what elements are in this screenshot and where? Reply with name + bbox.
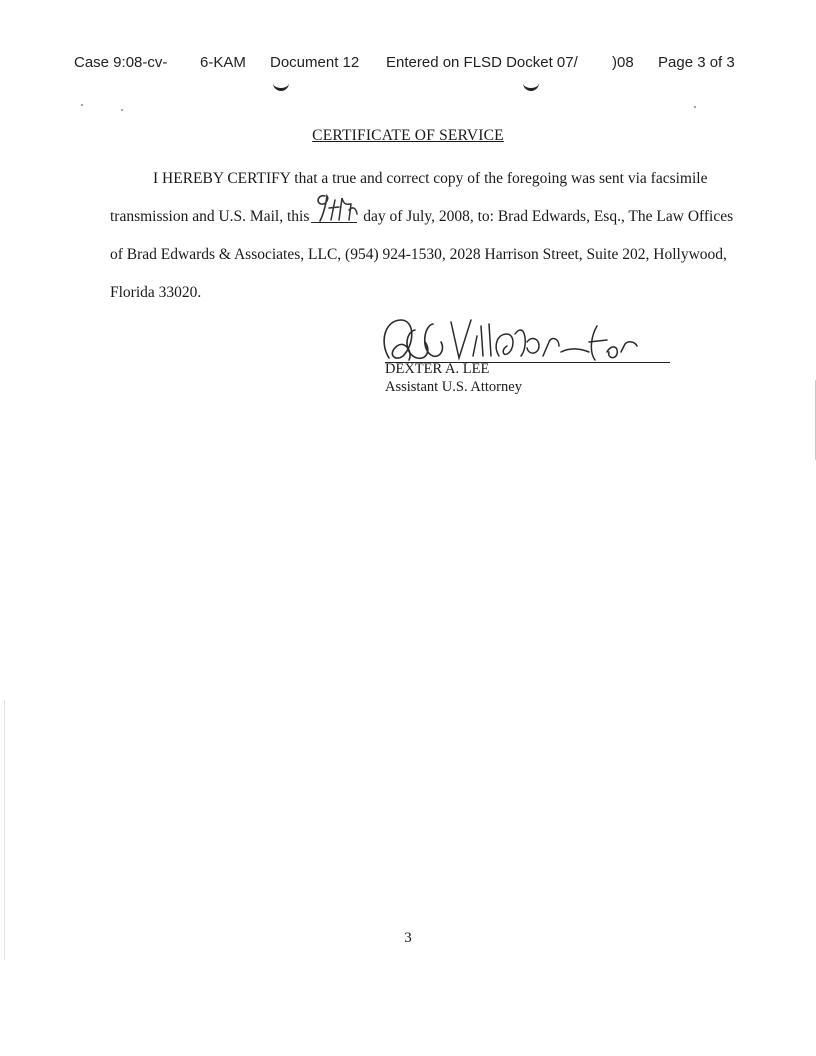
docket-entry: Entered on FLSD Docket 07/ xyxy=(386,54,578,71)
certificate-line-2-end: day of July, 2008, to: Brad Edwards, Esq., The Law Offices xyxy=(363,208,734,225)
scan-speck xyxy=(121,109,123,111)
signer-name: DEXTER A. LEE xyxy=(385,361,490,377)
day-blank xyxy=(311,206,357,223)
case-suffix: 6-KAM xyxy=(200,54,246,71)
certificate-title: CERTIFICATE OF SERVICE xyxy=(312,127,504,144)
handwritten-day xyxy=(311,190,361,226)
scan-speck xyxy=(694,106,696,108)
certificate-line-2-start: transmission and U.S. Mail, this xyxy=(110,208,310,225)
case-number: Case 9:08-cv- xyxy=(74,54,168,71)
stamp-mark-left xyxy=(273,82,289,91)
signer-title: Assistant U.S. Attorney xyxy=(385,379,522,395)
scan-speck xyxy=(81,104,83,106)
page-number: 3 xyxy=(404,930,412,946)
certificate-line-4: Florida 33020. xyxy=(110,284,202,301)
certificate-line-3: of Brad Edwards & Associates, LLC, (954) 924-1530, 2028 Harrison Street, Suite 202, Hollywood, xyxy=(110,246,727,263)
scan-edge xyxy=(4,700,5,960)
docket-header xyxy=(0,52,816,76)
docket-year: )08 xyxy=(612,54,634,71)
document-number: Document 12 xyxy=(270,54,360,71)
page-indicator: Page 3 of 3 xyxy=(658,54,735,71)
stamp-mark-right xyxy=(523,82,539,91)
certificate-line-2 xyxy=(110,198,734,236)
certificate-line-1: I HEREBY CERTIFY that a true and correct copy of the foregoing was sent via facsimile xyxy=(153,170,708,187)
